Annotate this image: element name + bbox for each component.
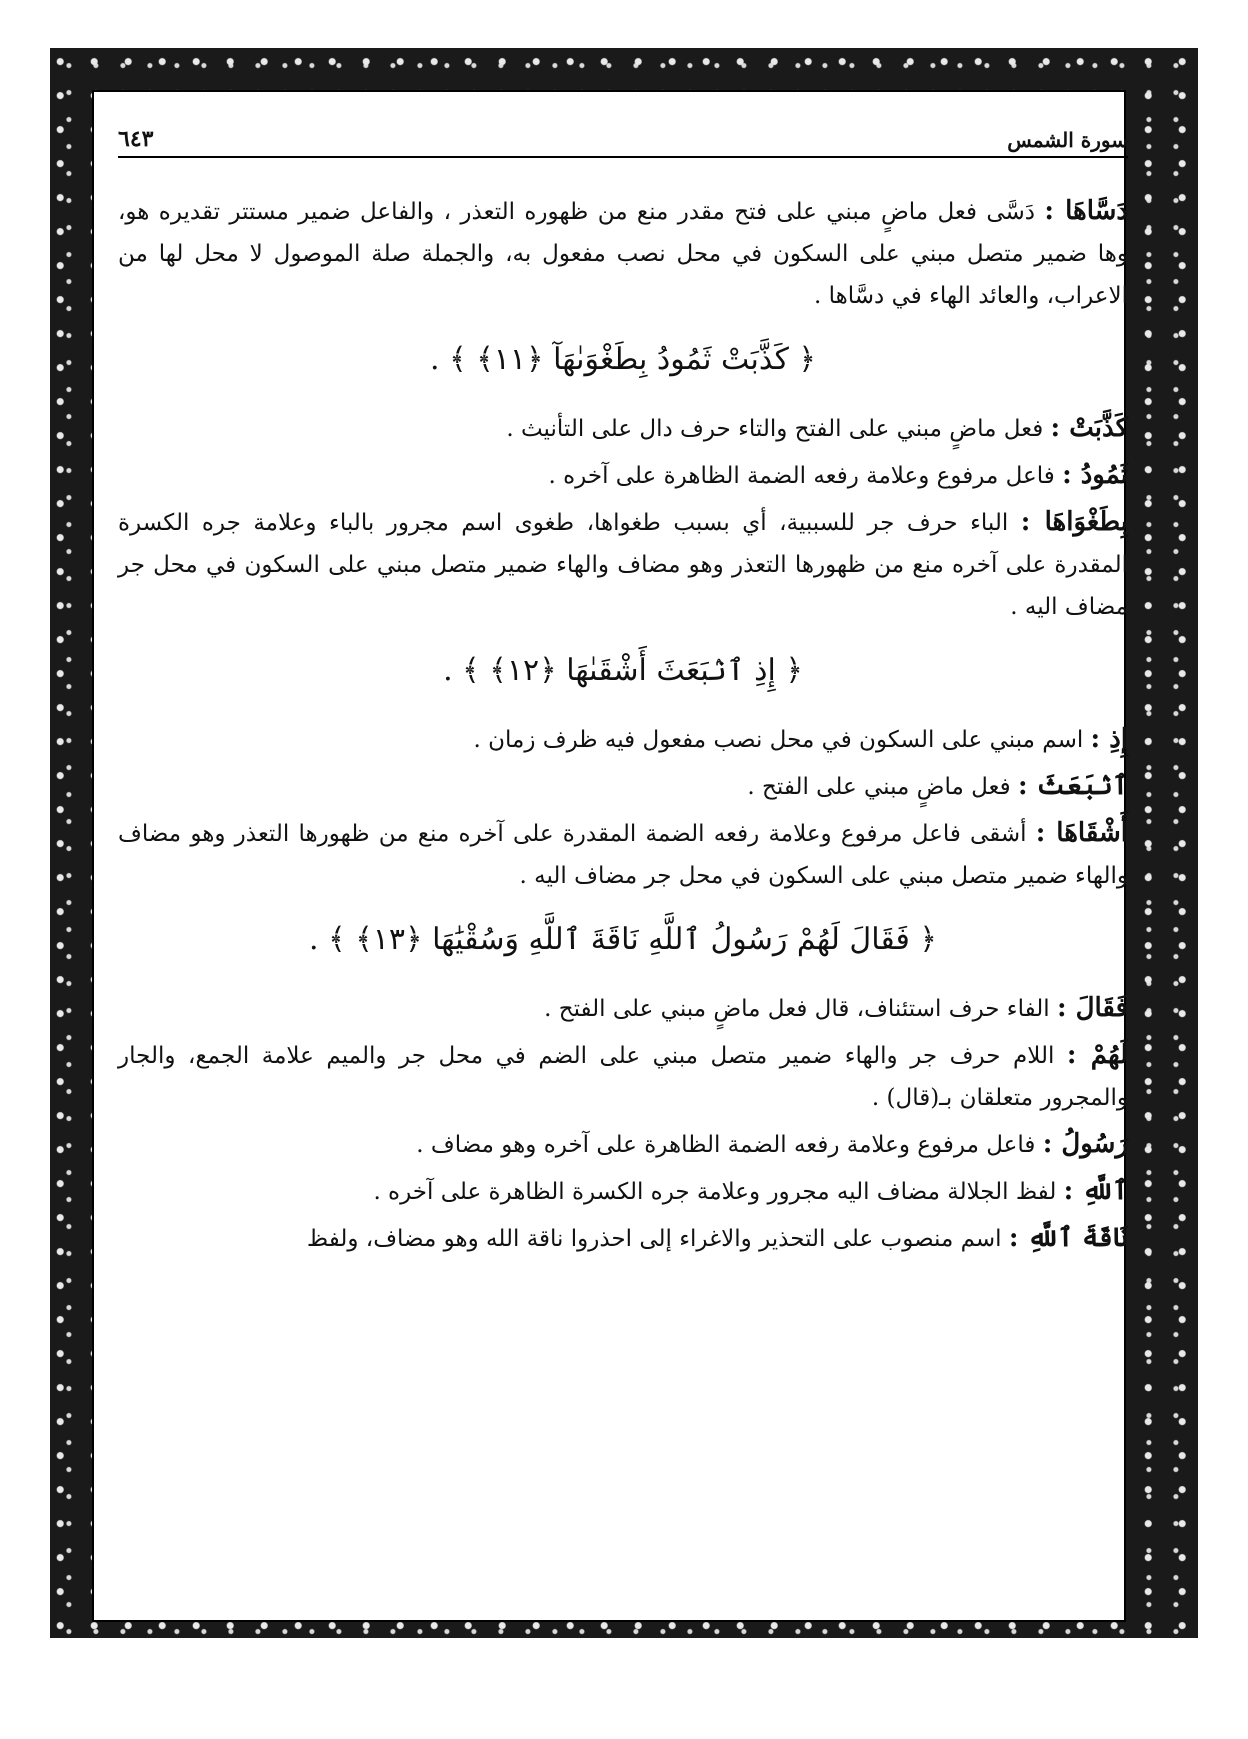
entry-term: أَشْقَاهَا : bbox=[1035, 818, 1128, 848]
entry-term: ٱللَّهِ : bbox=[1063, 1176, 1128, 1206]
quran-verse: ﴿ إِذِ ٱنۢبَعَثَ أَشْقَىٰهَا ﴿١٢﴾ ﴾ . bbox=[443, 653, 803, 688]
entry-text: دَسَّى فعل ماضٍ مبني على فتح مقدر منع من ظهوره التعذر ، والفاعل ضمير مستتر تقديره هو، وها ضمير متصل مبني على السكون في محل نصب مفعول به، والجملة صلة الموصول لا محل لها من الاعراب، والعائد الهاء في دسَّاها . bbox=[118, 199, 1128, 309]
entry-term: بِطَغْوَاهَا : bbox=[1020, 507, 1128, 537]
entry-text: أشقى فاعل مرفوع وعلامة رفعه الضمة المقدرة على آخره منع من ظهورها التعذر وهو مضاف والهاء ضمير متصل مبني على السكون في محل جر مضاف اليه . bbox=[118, 821, 1128, 889]
entry-text: فعل ماضٍ مبني على الفتح . bbox=[747, 774, 1018, 800]
entry-text: الفاء حرف استئناف، قال فعل ماضٍ مبني على الفتح . bbox=[544, 996, 1057, 1022]
grammar-entry bbox=[118, 501, 1128, 628]
entry-text: فاعل مرفوع وعلامة رفعه الضمة الظاهرة على آخره . bbox=[548, 463, 1063, 489]
entry-text: اسم منصوب على التحذير والاغراء إلى احذروا ناقة الله وهو مضاف، ولفظ bbox=[306, 1226, 1009, 1252]
entry-text: الباء حرف جر للسببية، أي بسبب طغواها، طغوى اسم مجرور بالباء وعلامة جره الكسرة المقدرة على آخره منع من ظهورها التعذر وهو مضاف والهاء ضمير متصل مبني على السكون في محل جر مضاف اليه . bbox=[118, 510, 1128, 620]
entry-term: كَذَّبَتْ : bbox=[1050, 413, 1128, 443]
entry-text: اسم مبني على السكون في محل نصب مفعول فيه ظرف زمان . bbox=[473, 727, 1091, 753]
grammar-entry bbox=[118, 1170, 1128, 1213]
entry-term: ثَمُودُ : bbox=[1062, 460, 1128, 490]
entry-text: اللام حرف جر والهاء ضمير متصل مبني على الضم في محل جر والميم علامة الجمع، والجار والمجرور متعلقان بـ(قال) . bbox=[118, 1043, 1128, 1111]
entry-term: نَاقَةَ ٱللَّهِ : bbox=[1008, 1223, 1128, 1253]
entry-term: ٱنۢبَعَثَ : bbox=[1017, 771, 1128, 801]
grammar-entry bbox=[118, 454, 1128, 497]
entry-term: دَسَّاهَا : bbox=[1044, 196, 1128, 226]
entry-text: فعل ماضٍ مبني على الفتح والتاء حرف دال على التأنيث . bbox=[506, 416, 1051, 442]
grammar-entry bbox=[118, 812, 1128, 897]
entry-text: لفظ الجلالة مضاف اليه مجرور وعلامة جره الكسرة الظاهرة على آخره . bbox=[373, 1179, 1064, 1205]
quran-verse: ﴿ فَقَالَ لَهُمْ رَسُولُ ٱللَّهِ نَاقَةَ ٱللَّهِ وَسُقْيَٰهَا ﴿١٣﴾ ﴾ . bbox=[309, 922, 937, 957]
entry-term: لَهُمْ : bbox=[1066, 1040, 1129, 1070]
grammar-entry bbox=[118, 987, 1128, 1030]
entry-term: رَسُولُ : bbox=[1042, 1129, 1128, 1159]
page-number: ٦٤٣ bbox=[118, 126, 154, 152]
page-content bbox=[118, 190, 1128, 1264]
grammar-entry bbox=[118, 1217, 1128, 1260]
entry-text: فاعل مرفوع وعلامة رفعه الضمة الظاهرة على آخره وهو مضاف . bbox=[416, 1132, 1043, 1158]
grammar-entry bbox=[118, 765, 1128, 808]
grammar-entry bbox=[118, 407, 1128, 450]
quran-verse: ﴿ كَذَّبَتْ ثَمُودُ بِطَغْوَىٰهَآ ﴿١١﴾ ﴾ . bbox=[430, 342, 816, 377]
entry-term: إِذِ : bbox=[1090, 724, 1128, 754]
grammar-entry bbox=[118, 190, 1128, 317]
entry-term: فَقَالَ : bbox=[1056, 993, 1128, 1023]
surah-title: سورة الشمس bbox=[1007, 128, 1128, 152]
grammar-entry bbox=[118, 718, 1128, 761]
page-header bbox=[118, 118, 1128, 158]
grammar-entry bbox=[118, 1034, 1128, 1119]
grammar-entry bbox=[118, 1123, 1128, 1166]
